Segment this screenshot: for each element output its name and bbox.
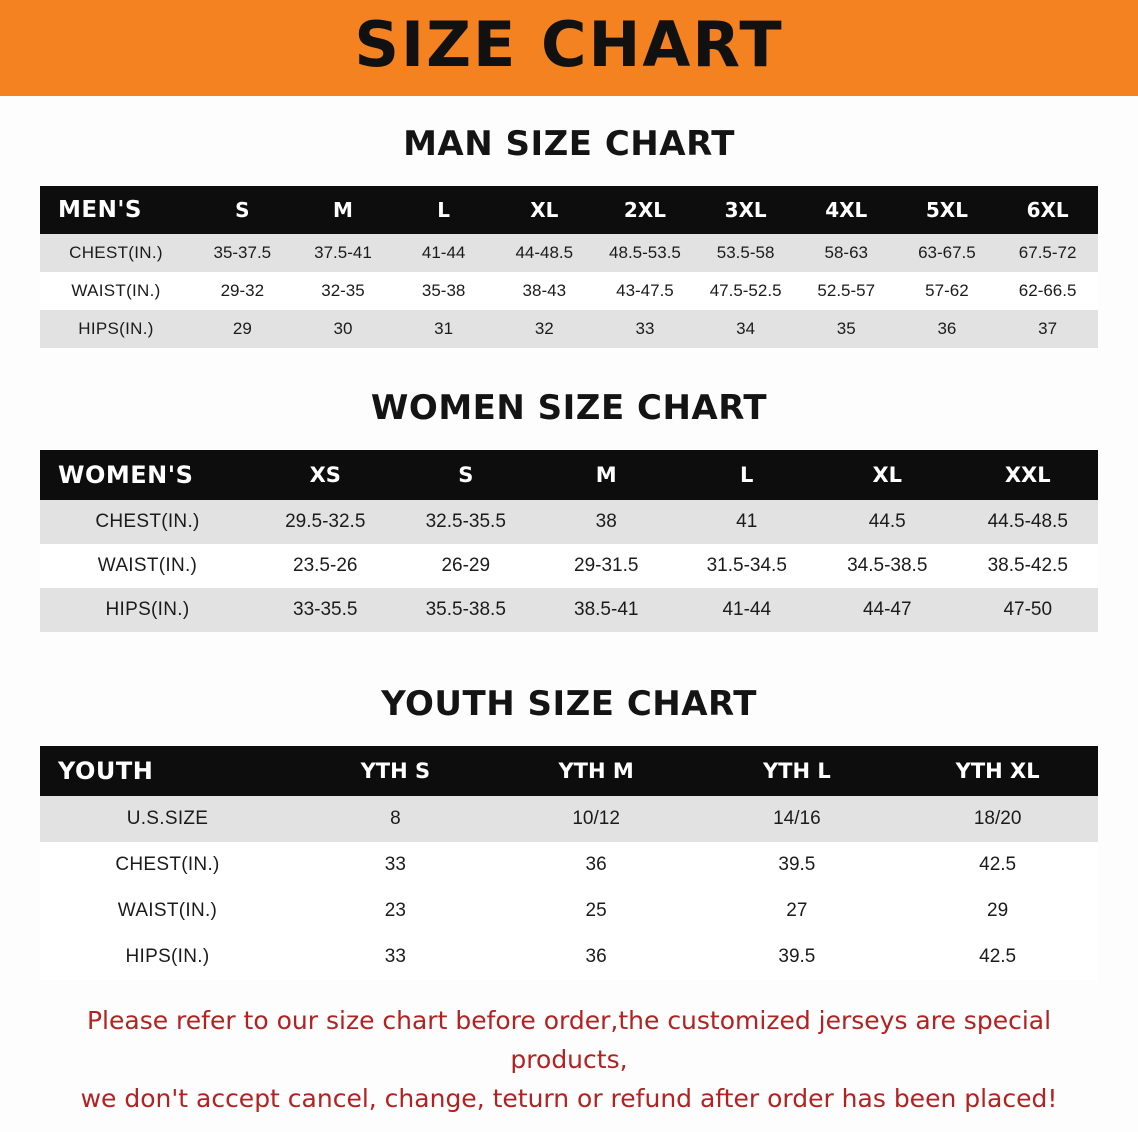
man-row-2-label: HIPS(IN.) (40, 310, 192, 348)
table-header-row (40, 186, 1098, 234)
women-row-0-label: CHEST(IN.) (40, 500, 255, 544)
table-row (40, 500, 1098, 544)
table-header-row (40, 746, 1098, 796)
man-cell-0-8: 67.5-72 (997, 234, 1098, 272)
man-col-6: 4XL (796, 186, 897, 234)
youth-cell-0-2: 14/16 (697, 796, 898, 842)
table-row (40, 544, 1098, 588)
man-cell-2-3: 32 (494, 310, 595, 348)
man-cell-0-1: 37.5-41 (293, 234, 394, 272)
table-row (40, 310, 1098, 348)
youth-row-0-label: U.S.SIZE (40, 796, 295, 842)
youth-cell-2-3: 29 (897, 888, 1098, 934)
women-cell-2-1: 35.5-38.5 (396, 588, 537, 632)
youth-cell-0-0: 8 (295, 796, 496, 842)
man-cell-0-5: 53.5-58 (695, 234, 796, 272)
women-section-title: WOMEN SIZE CHART (370, 388, 768, 428)
women-cell-0-3: 41 (677, 500, 818, 544)
women-cell-0-4: 44.5 (817, 500, 958, 544)
youth-section-title: YOUTH SIZE CHART (381, 684, 757, 724)
table-row (40, 842, 1098, 888)
table-row (40, 796, 1098, 842)
youth-col-3: YTH XL (897, 746, 1098, 796)
women-col-2: M (536, 450, 677, 500)
man-cell-1-1: 32-35 (293, 272, 394, 310)
header-banner (0, 0, 1138, 96)
youth-row-2-label: WAIST(IN.) (40, 888, 295, 934)
youth-col-0: YTH S (295, 746, 496, 796)
man-cell-1-5: 47.5-52.5 (695, 272, 796, 310)
man-col-4: 2XL (595, 186, 696, 234)
page-title: SIZE CHART (354, 8, 784, 81)
table-row (40, 588, 1098, 632)
man-cell-0-7: 63-67.5 (897, 234, 998, 272)
table-header-row (40, 450, 1098, 500)
man-cell-1-0: 29-32 (192, 272, 293, 310)
man-cell-2-7: 36 (897, 310, 998, 348)
man-cell-1-6: 52.5-57 (796, 272, 897, 310)
man-cell-2-2: 31 (393, 310, 494, 348)
footer-note (40, 1002, 1098, 1118)
women-cell-2-2: 38.5-41 (536, 588, 677, 632)
man-table-body (40, 234, 1098, 348)
women-col-5: XXL (958, 450, 1099, 500)
youth-cell-2-2: 27 (697, 888, 898, 934)
women-row-1-label: WAIST(IN.) (40, 544, 255, 588)
man-row-0-label: CHEST(IN.) (40, 234, 192, 272)
man-col-3: XL (494, 186, 595, 234)
youth-table-wrapper (40, 746, 1098, 980)
youth-corner-label: YOUTH (40, 746, 295, 796)
women-cell-0-0: 29.5-32.5 (255, 500, 396, 544)
youth-cell-1-0: 33 (295, 842, 496, 888)
man-cell-1-4: 43-47.5 (595, 272, 696, 310)
women-cell-0-2: 38 (536, 500, 677, 544)
man-col-5: 3XL (695, 186, 796, 234)
man-cell-0-4: 48.5-53.5 (595, 234, 696, 272)
man-table-header (40, 186, 1098, 234)
youth-cell-2-0: 23 (295, 888, 496, 934)
women-col-3: L (677, 450, 818, 500)
man-table-wrapper (40, 186, 1098, 348)
man-size-table (40, 186, 1098, 348)
man-cell-0-2: 41-44 (393, 234, 494, 272)
youth-cell-0-1: 10/12 (496, 796, 697, 842)
youth-cell-1-2: 39.5 (697, 842, 898, 888)
man-cell-0-0: 35-37.5 (192, 234, 293, 272)
man-col-1: M (293, 186, 394, 234)
youth-size-table (40, 746, 1098, 980)
man-cell-1-8: 62-66.5 (997, 272, 1098, 310)
youth-cell-3-0: 33 (295, 934, 496, 980)
youth-cell-1-1: 36 (496, 842, 697, 888)
women-col-4: XL (817, 450, 958, 500)
women-col-1: S (396, 450, 537, 500)
women-cell-1-4: 34.5-38.5 (817, 544, 958, 588)
man-row-1-label: WAIST(IN.) (40, 272, 192, 310)
women-cell-1-1: 26-29 (396, 544, 537, 588)
women-table-wrapper (40, 450, 1098, 632)
man-col-0: S (192, 186, 293, 234)
man-cell-2-6: 35 (796, 310, 897, 348)
women-cell-0-1: 32.5-35.5 (396, 500, 537, 544)
youth-col-2: YTH L (697, 746, 898, 796)
women-cell-1-3: 31.5-34.5 (677, 544, 818, 588)
man-cell-2-1: 30 (293, 310, 394, 348)
women-cell-1-2: 29-31.5 (536, 544, 677, 588)
women-corner-label: WOMEN'S (40, 450, 255, 500)
women-cell-0-5: 44.5-48.5 (958, 500, 1099, 544)
youth-cell-2-1: 25 (496, 888, 697, 934)
man-cell-0-6: 58-63 (796, 234, 897, 272)
man-cell-2-0: 29 (192, 310, 293, 348)
man-col-7: 5XL (897, 186, 998, 234)
table-row (40, 934, 1098, 980)
women-cell-2-3: 41-44 (677, 588, 818, 632)
footer-note-line-1: Please refer to our size chart before order,the customized jerseys are special products, (86, 1006, 1052, 1074)
table-row (40, 234, 1098, 272)
youth-cell-1-3: 42.5 (897, 842, 1098, 888)
women-col-0: XS (255, 450, 396, 500)
women-cell-1-0: 23.5-26 (255, 544, 396, 588)
women-cell-2-5: 47-50 (958, 588, 1099, 632)
youth-table-body (40, 796, 1098, 980)
youth-col-1: YTH M (496, 746, 697, 796)
table-row (40, 888, 1098, 934)
women-row-2-label: HIPS(IN.) (40, 588, 255, 632)
women-cell-2-4: 44-47 (817, 588, 958, 632)
man-cell-1-7: 57-62 (897, 272, 998, 310)
man-corner-label: MEN'S (40, 186, 192, 234)
man-cell-2-8: 37 (997, 310, 1098, 348)
man-col-8: 6XL (997, 186, 1098, 234)
women-table-header (40, 450, 1098, 500)
table-row (40, 272, 1098, 310)
man-cell-1-3: 38-43 (494, 272, 595, 310)
man-cell-1-2: 35-38 (393, 272, 494, 310)
youth-cell-3-3: 42.5 (897, 934, 1098, 980)
women-table-body (40, 500, 1098, 632)
footer-note-line-2: we don't accept cancel, change, teturn or refund after order has been placed! (80, 1083, 1058, 1113)
youth-row-1-label: CHEST(IN.) (40, 842, 295, 888)
youth-row-3-label: HIPS(IN.) (40, 934, 295, 980)
women-size-table (40, 450, 1098, 632)
women-cell-2-0: 33-35.5 (255, 588, 396, 632)
women-cell-1-5: 38.5-42.5 (958, 544, 1099, 588)
youth-cell-0-3: 18/20 (897, 796, 1098, 842)
man-col-2: L (393, 186, 494, 234)
man-cell-2-4: 33 (595, 310, 696, 348)
man-cell-2-5: 34 (695, 310, 796, 348)
youth-table-header (40, 746, 1098, 796)
youth-cell-3-1: 36 (496, 934, 697, 980)
man-cell-0-3: 44-48.5 (494, 234, 595, 272)
youth-cell-3-2: 39.5 (697, 934, 898, 980)
man-section-title: MAN SIZE CHART (403, 124, 735, 164)
